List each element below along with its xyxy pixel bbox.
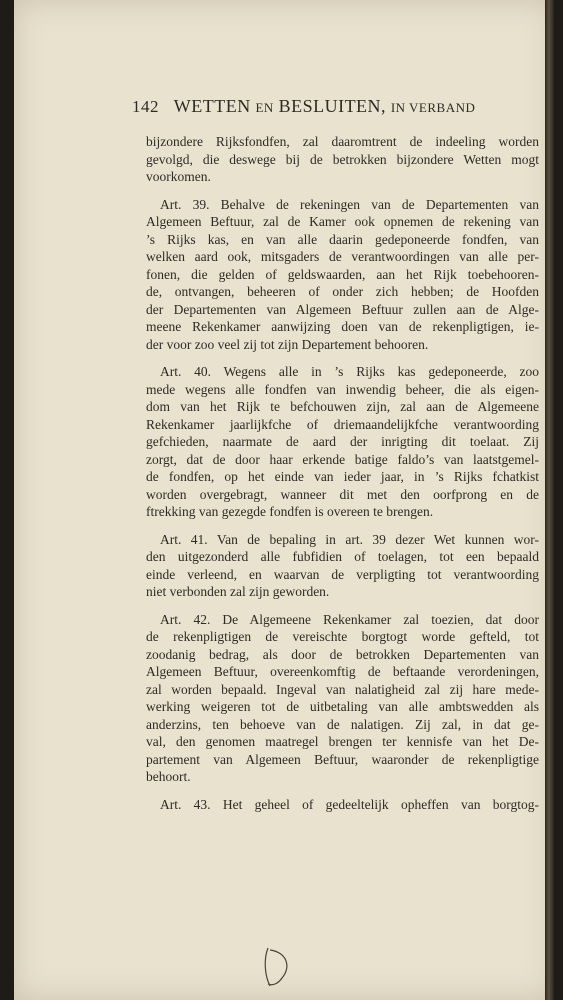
header-title-wetten: WETTEN bbox=[173, 96, 251, 116]
article-41 bbox=[146, 531, 539, 601]
paragraph bbox=[146, 133, 539, 186]
text-line: werking weigeren tot de uitbetaling van alle ambtswedden als bbox=[146, 699, 539, 714]
text-line: den uitgezonderd alle fubfidien of toelagen, tot een bepaald bbox=[146, 549, 539, 564]
header-title-en: EN bbox=[255, 100, 274, 115]
text-line: de fondfen, op het einde van ieder jaar, in ’s Rijks fchatkist bbox=[146, 469, 539, 484]
text-line: fonen, die gelden of geldswaarden, aan het Rijk toebehooren- bbox=[146, 266, 539, 282]
text-line: mede wegens alle fondfen van inwendig beheer, die als eigen- bbox=[146, 381, 539, 397]
text-line: val, den genomen maatregel brengen ter kennisfe van het De- bbox=[146, 734, 539, 749]
text-line: meene Rekenkamer aanwijzing doen van de rekenpligtigen, ie- bbox=[146, 319, 539, 334]
text-line: Algemeen Beftuur, overeenkomftig de beftaande verordeningen, bbox=[146, 664, 539, 679]
text-line: gefchieden, naarmate de aard der inrigting dit toelaat. Zij bbox=[146, 434, 539, 449]
book-page bbox=[14, 0, 554, 1000]
text-line: der Departementen van Algemeen Beftuur zullen aan de Alge- bbox=[146, 301, 539, 317]
header-title-in-verband: IN VERBAND bbox=[390, 100, 476, 115]
text-line: partement van Algemeen Beftuur, waaronder de rekenpligtige bbox=[146, 751, 539, 767]
text-line: dom van het Rijk te befchouwen zijn, zal aan de Algemeene bbox=[146, 399, 539, 414]
text-line: ftrekking van gezegde fondfen is overeen te brengen. bbox=[146, 504, 434, 519]
text-line: Art. 40. Wegens alle in ’s Rijks kas gedeponeerde, zoo bbox=[160, 364, 539, 379]
text-line: einde verleend, en waarvan de verpligting tot verantwoording bbox=[146, 566, 539, 582]
text-line: zal worden bepaald. Ingeval van nalatigheid zal zij hare mede- bbox=[146, 681, 539, 697]
text-line: de rekenpligtigen de vereischte borgtogt worde gefteld, tot bbox=[146, 629, 539, 644]
header-title-besluiten: BESLUITEN, bbox=[278, 96, 387, 116]
article-43 bbox=[146, 796, 539, 814]
text-line: Art. 42. De Algemeene Rekenkamer zal toezien, dat door bbox=[160, 611, 539, 627]
text-line: bijzondere Rijksfondfen, zal daaromtrent de indeeling worden bbox=[146, 134, 539, 149]
body-text bbox=[146, 133, 539, 813]
text-line: gevolgd, die deswege bij de betrokken bijzondere Wetten mogt bbox=[146, 151, 539, 167]
text-line: ’s Rijks kas, en van alle daarin gedeponeerde fondfen, van bbox=[146, 231, 539, 247]
text-line: zorgt, dat de door haar erkende batige faldo’s van laatstgemel- bbox=[146, 451, 539, 467]
running-header bbox=[132, 96, 522, 117]
text-line: anderzins, ten behoeve van de nalatigen. Zij zal, in dat ge- bbox=[146, 716, 539, 732]
text-line: voorkomen. bbox=[146, 169, 211, 184]
text-line: worden overgebragt, wanneer dit met den oorfprong en de bbox=[146, 486, 539, 502]
page-number: 142 bbox=[132, 97, 159, 116]
signature-mark bbox=[260, 944, 300, 990]
text-line: de, ontvangen, beheeren of onder zich hebben; de Hoofden bbox=[146, 284, 539, 299]
article-39 bbox=[146, 196, 539, 354]
text-line: niet verbonden zal zijn geworden. bbox=[146, 584, 330, 599]
text-line: Art. 39. Behalve de rekeningen van de Departementen van bbox=[160, 196, 539, 212]
article-42 bbox=[146, 611, 539, 786]
text-line: behoort. bbox=[146, 769, 191, 784]
text-line: welken aard ook, mitsgaders de verantwoordingen van alle per- bbox=[146, 249, 539, 264]
page-edge bbox=[545, 0, 554, 1000]
text-line: Algemeen Beftuur, zal de Kamer ook opnemen de rekening van bbox=[146, 214, 539, 229]
text-line: Rekenkamer jaarlijkfche of driemaandelijkfche verantwoording bbox=[146, 416, 539, 432]
text-line: Art. 41. Van de bepaling in art. 39 dezer Wet kunnen wor- bbox=[160, 531, 539, 547]
article-40 bbox=[146, 363, 539, 521]
text-line: zoodanig bedrag, als door de betrokken Departementen van bbox=[146, 646, 539, 662]
text-line: der voor zoo veel zij tot zijn Departement behooren. bbox=[146, 336, 429, 352]
text-line: Art. 43. Het geheel of gedeeltelijk opheffen van borgtog- bbox=[160, 796, 539, 812]
